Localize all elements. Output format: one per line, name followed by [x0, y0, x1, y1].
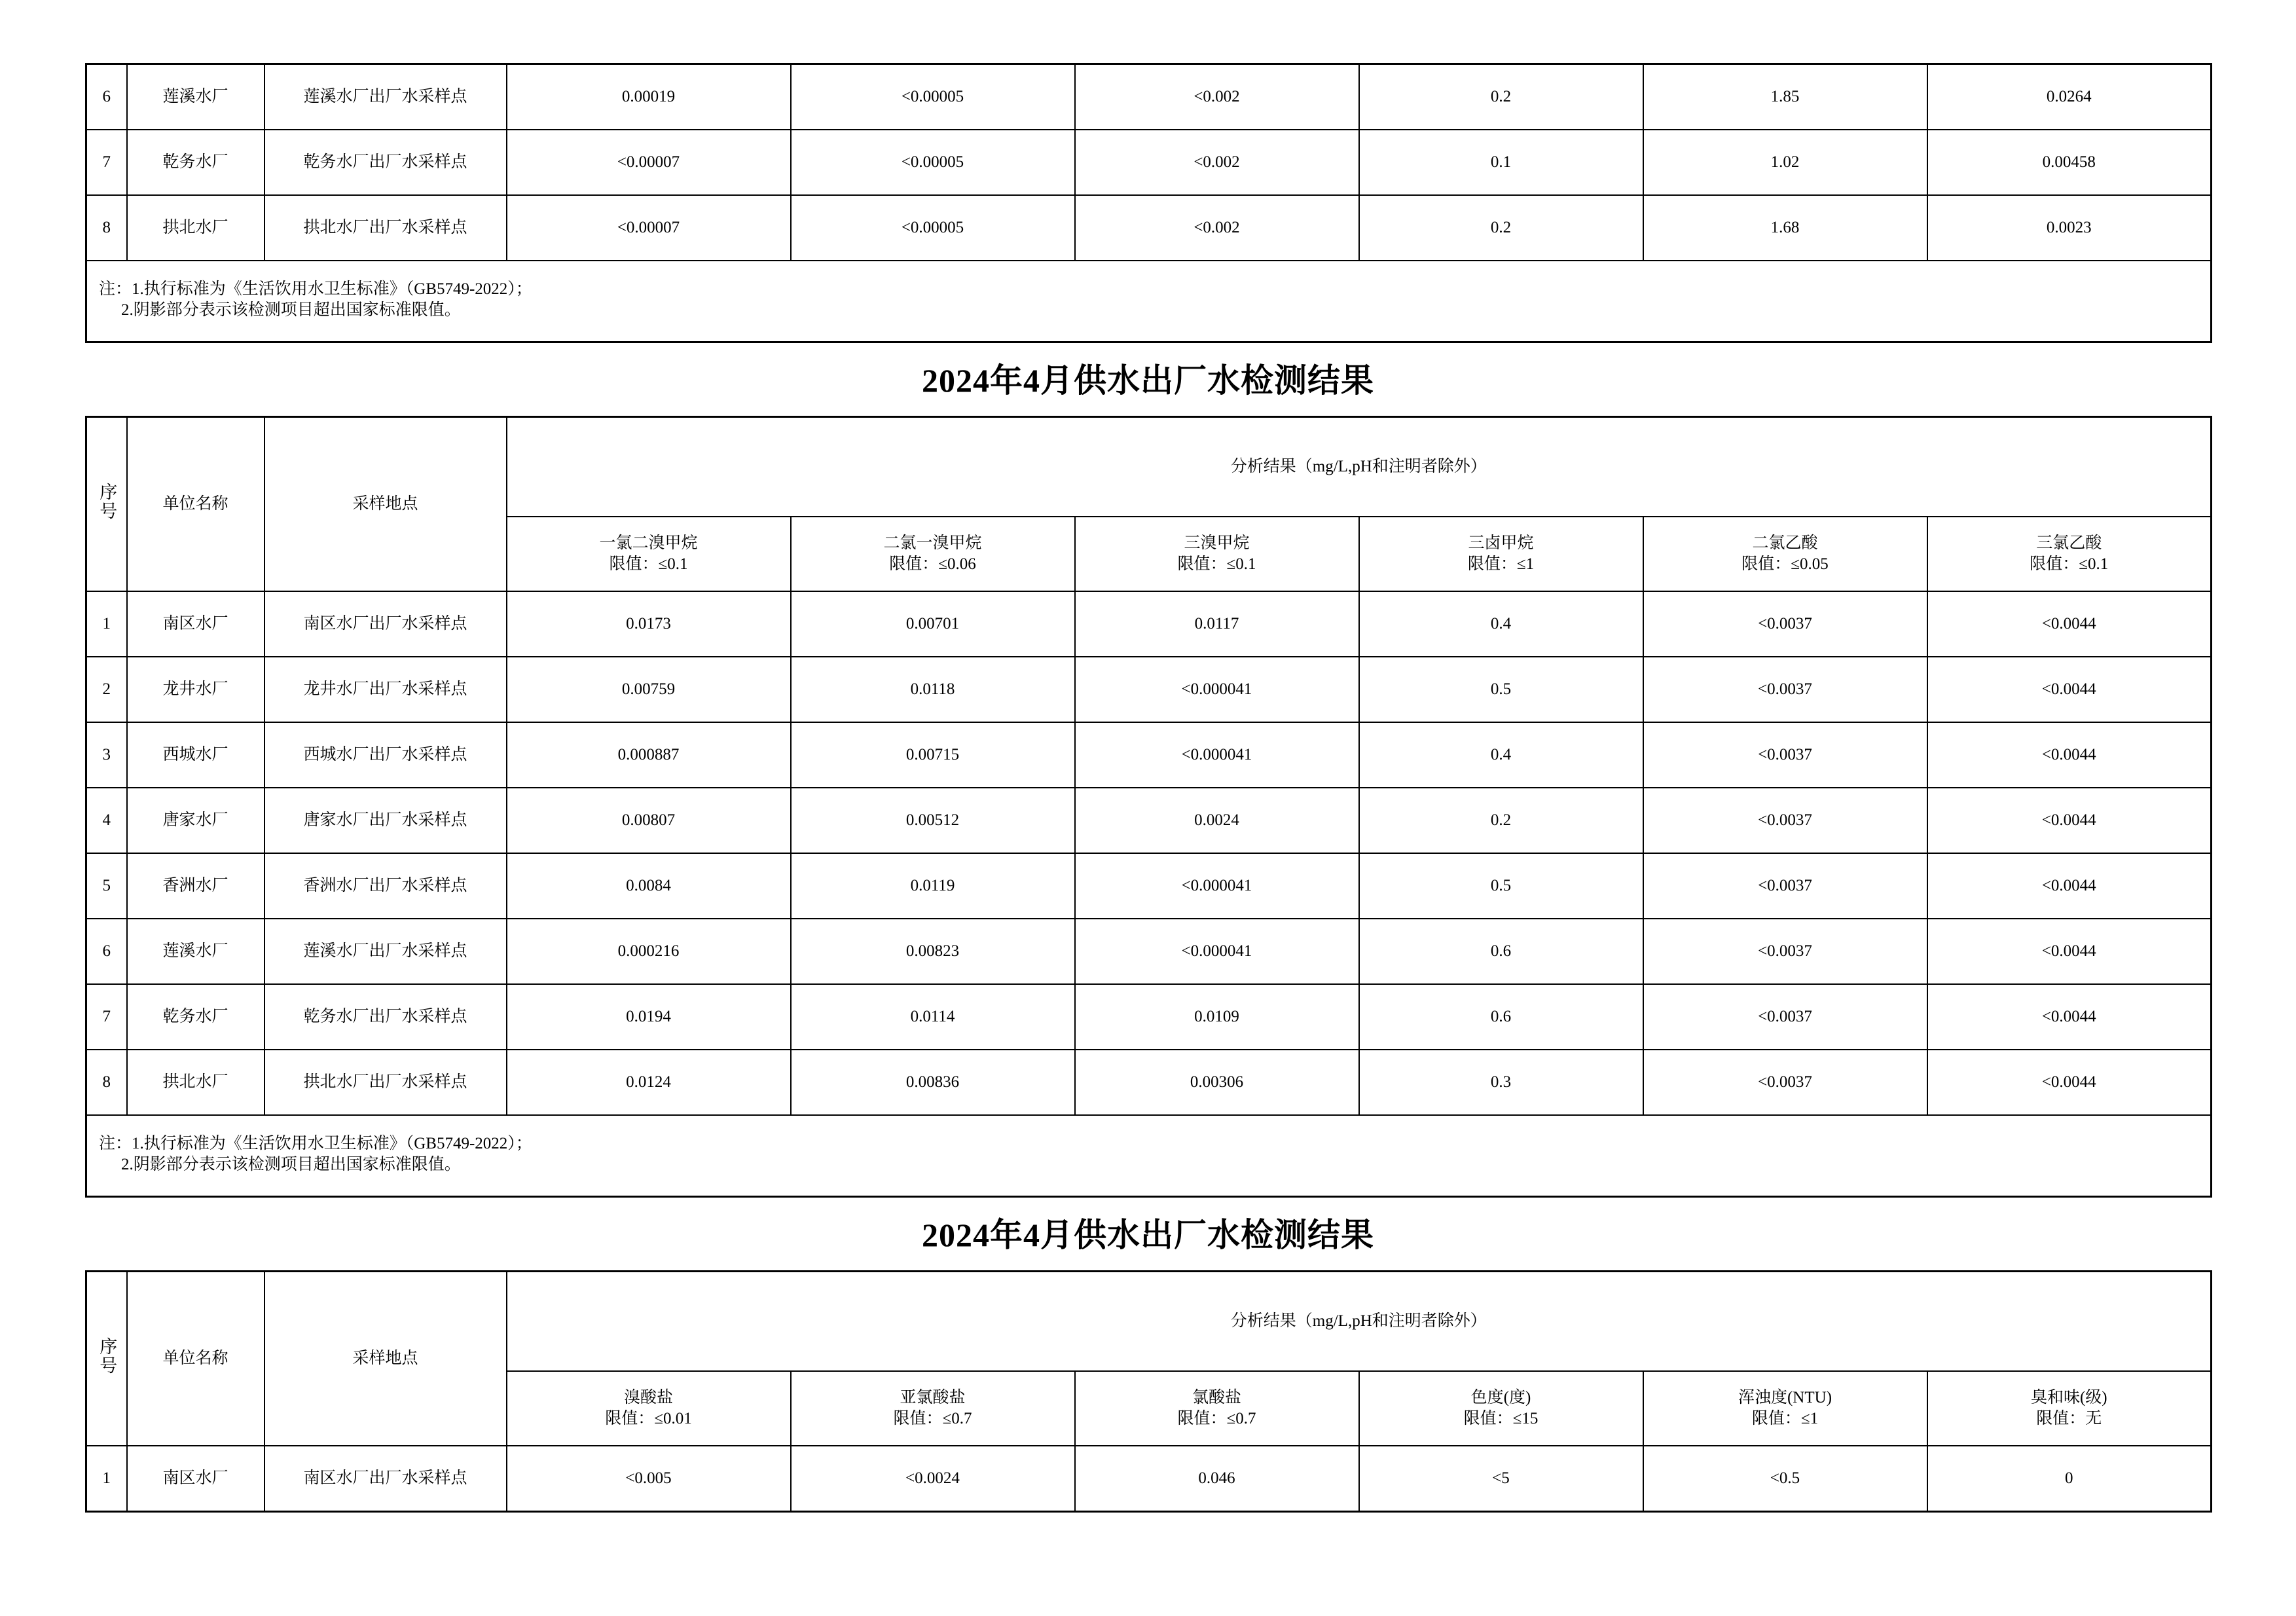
analyte-name: 二氯乙酸	[1752, 534, 1818, 552]
table-row	[86, 591, 2212, 657]
table-note	[86, 1115, 2212, 1197]
header-no-label: 序号	[97, 482, 117, 521]
unit-name: 西城水厂	[127, 722, 264, 788]
row-index: 5	[86, 853, 127, 919]
value-cell: <0.0037	[1643, 984, 1927, 1050]
value-cell: <0.000041	[1075, 657, 1359, 722]
value-cell: <0.0037	[1643, 919, 1927, 984]
sampling-site: 莲溪水厂出厂水采样点	[264, 64, 507, 130]
row-index: 8	[86, 1050, 127, 1115]
table-row	[86, 64, 2212, 130]
value-cell: 0.0109	[1075, 984, 1359, 1050]
analyte-name: 三氯乙酸	[2036, 534, 2102, 552]
row-index: 6	[86, 919, 127, 984]
value-cell: 0.00836	[791, 1050, 1075, 1115]
sampling-site: 龙井水厂出厂水采样点	[264, 657, 507, 722]
value-cell: 0.00823	[791, 919, 1075, 984]
value-cell: 0.0024	[1075, 788, 1359, 853]
value-cell: 0.00458	[1927, 130, 2212, 195]
value-cell: 0.0114	[791, 984, 1075, 1050]
value-cell: 0.3	[1359, 1050, 1643, 1115]
analyte-limit: 限值：无	[2036, 1410, 2102, 1427]
analyte-name: 三溴甲烷	[1184, 534, 1250, 552]
table-row	[86, 853, 2212, 919]
table-row	[86, 657, 2212, 722]
value-cell: <0.00005	[791, 64, 1075, 130]
analyte-limit: 限值：≤0.1	[1177, 555, 1256, 573]
value-cell: <0.000041	[1075, 919, 1359, 984]
value-cell: <0.00007	[507, 195, 791, 261]
sampling-site: 乾务水厂出厂水采样点	[264, 984, 507, 1050]
sampling-site: 莲溪水厂出厂水采样点	[264, 919, 507, 984]
note-line-1: 注：1.执行标准为《生活饮用水卫生标准》（GB5749-2022）；	[99, 1135, 532, 1152]
results-table-1	[85, 63, 2212, 343]
value-cell: <0.0024	[791, 1446, 1075, 1512]
sampling-site: 南区水厂出厂水采样点	[264, 591, 507, 657]
header-analyte	[1359, 517, 1643, 591]
value-cell: 0.0118	[791, 657, 1075, 722]
analyte-limit: 限值：≤0.06	[889, 555, 976, 573]
header-analyte	[1927, 517, 2212, 591]
unit-name: 龙井水厂	[127, 657, 264, 722]
value-cell: 0.4	[1359, 722, 1643, 788]
value-cell: <0.5	[1643, 1446, 1927, 1512]
results-table-3	[85, 1270, 2212, 1513]
report-section-3	[85, 1198, 2211, 1513]
table-row	[86, 919, 2212, 984]
header-analyte	[791, 517, 1075, 591]
header-no-label: 序号	[97, 1336, 117, 1375]
row-index: 2	[86, 657, 127, 722]
value-cell: <0.0044	[1927, 919, 2212, 984]
row-index: 4	[86, 788, 127, 853]
value-cell: 0.00807	[507, 788, 791, 853]
value-cell: 0.2	[1359, 195, 1643, 261]
sampling-site: 乾务水厂出厂水采样点	[264, 130, 507, 195]
sampling-site: 唐家水厂出厂水采样点	[264, 788, 507, 853]
value-cell: 0.0194	[507, 984, 791, 1050]
row-index: 3	[86, 722, 127, 788]
value-cell: 0.0084	[507, 853, 791, 919]
value-cell: 0.0023	[1927, 195, 2212, 261]
note-line-1: 注：1.执行标准为《生活饮用水卫生标准》（GB5749-2022）；	[99, 280, 532, 298]
table-row	[86, 788, 2212, 853]
value-cell: 0.4	[1359, 591, 1643, 657]
table-row	[86, 130, 2212, 195]
value-cell: 0.00019	[507, 64, 791, 130]
value-cell: 0.00759	[507, 657, 791, 722]
value-cell: <0.0044	[1927, 1050, 2212, 1115]
value-cell: <0.0037	[1643, 853, 1927, 919]
table-3-head	[86, 1272, 2212, 1446]
analyte-limit: 限值：≤0.7	[893, 1410, 972, 1427]
row-index: 7	[86, 984, 127, 1050]
header-no	[86, 417, 127, 592]
value-cell: <0.0037	[1643, 1050, 1927, 1115]
analyte-limit: 限值：≤15	[1463, 1410, 1539, 1427]
table-row	[86, 984, 2212, 1050]
value-cell: <0.0037	[1643, 722, 1927, 788]
value-cell: <5	[1359, 1446, 1643, 1512]
analyte-name: 三卤甲烷	[1468, 534, 1534, 552]
table-2-head	[86, 417, 2212, 592]
value-cell: <0.0044	[1927, 657, 2212, 722]
row-index: 1	[86, 1446, 127, 1512]
unit-name: 拱北水厂	[127, 195, 264, 261]
sampling-site: 西城水厂出厂水采样点	[264, 722, 507, 788]
value-cell: <0.000041	[1075, 722, 1359, 788]
sampling-site: 拱北水厂出厂水采样点	[264, 1050, 507, 1115]
table-note-row	[86, 261, 2212, 342]
header-analyte	[1075, 1371, 1359, 1446]
value-cell: 0.00512	[791, 788, 1075, 853]
results-table-2	[85, 416, 2212, 1198]
header-site: 采样地点	[264, 1272, 507, 1446]
value-cell: 0.0119	[791, 853, 1075, 919]
note-line-2: 2.阴影部分表示该检测项目超出国家标准限值。	[121, 1156, 461, 1173]
value-cell: <0.0037	[1643, 657, 1927, 722]
top-margin	[85, 0, 2211, 63]
value-cell: <0.005	[507, 1446, 791, 1512]
value-cell: 1.02	[1643, 130, 1927, 195]
value-cell: <0.0044	[1927, 788, 2212, 853]
analyte-name: 溴酸盐	[623, 1389, 673, 1406]
analyte-limit: 限值：≤0.7	[1177, 1410, 1256, 1427]
analyte-name: 二氯一溴甲烷	[883, 534, 982, 552]
value-cell: <0.0044	[1927, 853, 2212, 919]
unit-name: 莲溪水厂	[127, 64, 264, 130]
value-cell: 0.00701	[791, 591, 1075, 657]
value-cell: <0.0037	[1643, 788, 1927, 853]
value-cell: 0.000887	[507, 722, 791, 788]
header-unit: 单位名称	[127, 417, 264, 592]
value-cell: 0.6	[1359, 984, 1643, 1050]
table-3-body	[86, 1446, 2212, 1512]
analyte-limit: 限值：≤0.01	[605, 1410, 692, 1427]
table-row	[86, 1446, 2212, 1512]
header-analyte	[1359, 1371, 1643, 1446]
unit-name: 南区水厂	[127, 1446, 264, 1512]
value-cell: <0.0044	[1927, 984, 2212, 1050]
value-cell: 0.5	[1359, 853, 1643, 919]
analyte-limit: 限值：≤1	[1467, 555, 1535, 573]
value-cell: 0.6	[1359, 919, 1643, 984]
report-section-2	[85, 343, 2211, 1198]
header-analyte	[507, 1371, 791, 1446]
header-analyte	[1643, 517, 1927, 591]
value-cell: <0.00005	[791, 195, 1075, 261]
value-cell: <0.00005	[791, 130, 1075, 195]
table-row	[86, 722, 2212, 788]
analyte-name: 亚氯酸盐	[900, 1389, 966, 1406]
unit-name: 唐家水厂	[127, 788, 264, 853]
value-cell: 0.0117	[1075, 591, 1359, 657]
table-1-body	[86, 64, 2212, 342]
unit-name: 乾务水厂	[127, 984, 264, 1050]
value-cell: 0.5	[1359, 657, 1643, 722]
table-2-body	[86, 591, 2212, 1197]
note-line-2: 2.阴影部分表示该检测项目超出国家标准限值。	[121, 301, 461, 319]
value-cell: 0.00715	[791, 722, 1075, 788]
value-cell: 0.000216	[507, 919, 791, 984]
header-analyte	[507, 517, 791, 591]
row-index: 7	[86, 130, 127, 195]
header-analyte	[791, 1371, 1075, 1446]
unit-name: 香洲水厂	[127, 853, 264, 919]
sampling-site: 拱北水厂出厂水采样点	[264, 195, 507, 261]
value-cell: 0.2	[1359, 788, 1643, 853]
analyte-limit: 限值：≤1	[1751, 1410, 1819, 1427]
page-title: 2024年4月供水出厂水检测结果	[922, 362, 1374, 399]
value-cell: 0.0264	[1927, 64, 2212, 130]
analyte-limit: 限值：≤0.1	[2030, 555, 2109, 573]
value-cell: <0.0037	[1643, 591, 1927, 657]
analyte-name: 色度(度)	[1470, 1389, 1531, 1406]
analyte-name: 氯酸盐	[1192, 1389, 1241, 1406]
row-index: 1	[86, 591, 127, 657]
value-cell: <0.0044	[1927, 722, 2212, 788]
header-analyte	[1927, 1371, 2212, 1446]
header-site: 采样地点	[264, 417, 507, 592]
analyte-name: 臭和味(级)	[2030, 1389, 2107, 1406]
unit-name: 拱北水厂	[127, 1050, 264, 1115]
table-row	[86, 1050, 2212, 1115]
row-index: 6	[86, 64, 127, 130]
analyte-limit: 限值：≤0.1	[609, 555, 688, 573]
value-cell: 0.00306	[1075, 1050, 1359, 1115]
page-title: 2024年4月供水出厂水检测结果	[922, 1217, 1374, 1253]
value-cell: 1.85	[1643, 64, 1927, 130]
report-section-1	[85, 63, 2211, 343]
table-row	[86, 195, 2212, 261]
value-cell: 0.0124	[507, 1050, 791, 1115]
header-analyte	[1075, 517, 1359, 591]
table-note-row	[86, 1115, 2212, 1197]
header-no	[86, 1272, 127, 1446]
value-cell: <0.00007	[507, 130, 791, 195]
sampling-site: 南区水厂出厂水采样点	[264, 1446, 507, 1512]
header-analysis-results: 分析结果（mg/L,pH和注明者除外）	[507, 1272, 2212, 1372]
table-header-row	[86, 1272, 2212, 1372]
header-analyte	[1643, 1371, 1927, 1446]
value-cell: <0.002	[1075, 130, 1359, 195]
value-cell: <0.0044	[1927, 591, 2212, 657]
value-cell: 0.0173	[507, 591, 791, 657]
unit-name: 莲溪水厂	[127, 919, 264, 984]
value-cell: 0.1	[1359, 130, 1643, 195]
unit-name: 南区水厂	[127, 591, 264, 657]
value-cell: 1.68	[1643, 195, 1927, 261]
table-header-row	[86, 417, 2212, 517]
header-unit: 单位名称	[127, 1272, 264, 1446]
unit-name: 乾务水厂	[127, 130, 264, 195]
value-cell: <0.000041	[1075, 853, 1359, 919]
value-cell: <0.002	[1075, 195, 1359, 261]
value-cell: 0.046	[1075, 1446, 1359, 1512]
row-index: 8	[86, 195, 127, 261]
analyte-limit: 限值：≤0.05	[1741, 555, 1829, 573]
table-note	[86, 261, 2212, 342]
value-cell: <0.002	[1075, 64, 1359, 130]
value-cell: 0	[1927, 1446, 2212, 1512]
header-analysis-results: 分析结果（mg/L,pH和注明者除外）	[507, 417, 2212, 517]
analyte-name: 一氯二溴甲烷	[599, 534, 698, 552]
sampling-site: 香洲水厂出厂水采样点	[264, 853, 507, 919]
value-cell: 0.2	[1359, 64, 1643, 130]
analyte-name: 浑浊度(NTU)	[1738, 1389, 1832, 1406]
